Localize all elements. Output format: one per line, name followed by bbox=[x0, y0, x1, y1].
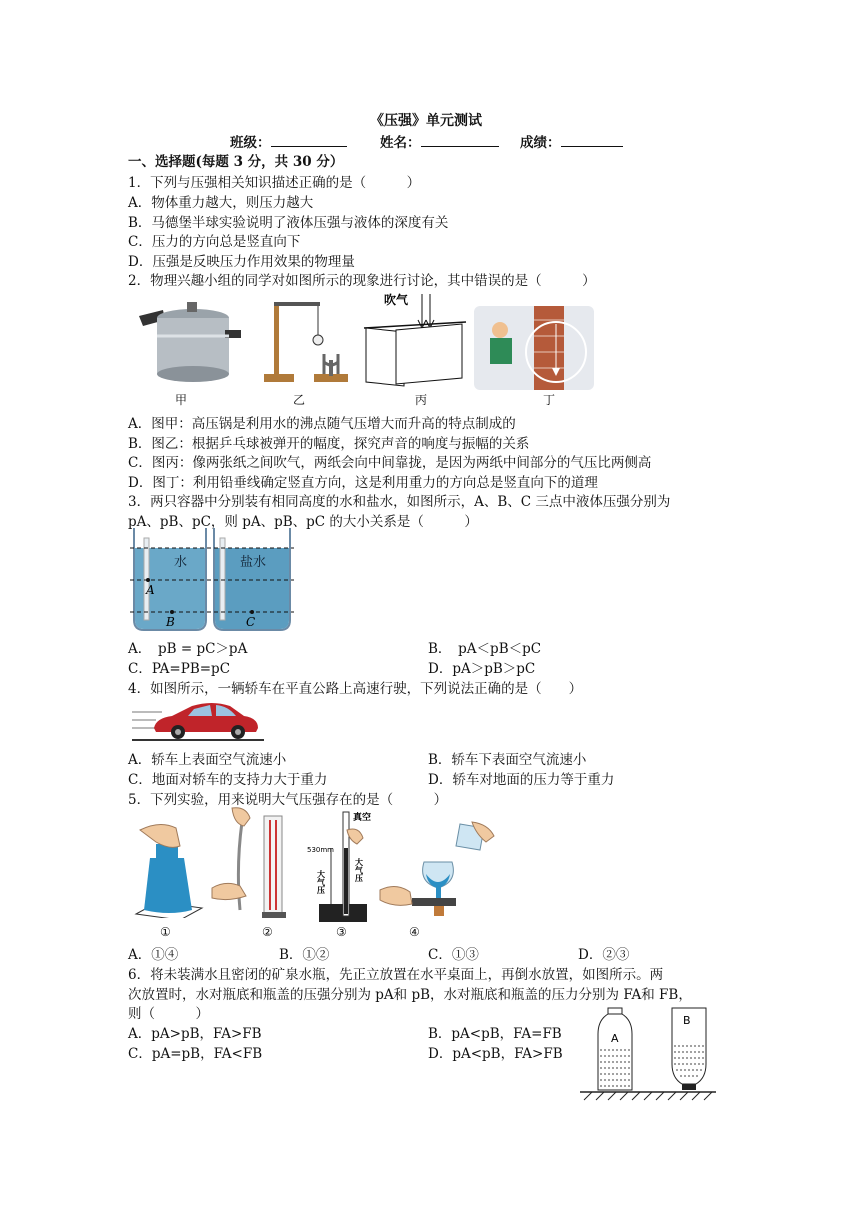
name-field bbox=[380, 131, 499, 151]
q4-stem: 4．如图所示，一辆轿车在平直公路上高速行驶，下列说法正确的是（ ） bbox=[128, 681, 583, 697]
point-c-label: C bbox=[246, 615, 256, 629]
bottle-a-label: A bbox=[611, 1032, 619, 1045]
q6-stem-line2: 次放置时，水对瓶底和瓶盖的压强分别为 pA和 pB，水对瓶底和瓶盖的压力分别为 FA和 FB， bbox=[128, 987, 692, 1003]
two-papers-figure bbox=[362, 290, 468, 390]
q6-option-d[interactable]: D．pA<pB，FA>FB bbox=[428, 1046, 563, 1062]
q6-stem-line1: 6．将未装满水且密闭的矿泉水瓶，先正立放置在水平桌面上，再倒水放置，如图所示。两 bbox=[128, 967, 664, 983]
q1-option-a[interactable]: A．物体重力越大，则压力越大 bbox=[128, 195, 314, 211]
cup-experiment-figure bbox=[130, 818, 206, 918]
q5-option-b[interactable]: B．①② bbox=[279, 947, 330, 963]
fig-yi-label: 乙 bbox=[293, 393, 306, 407]
water-label: 水 bbox=[174, 555, 188, 570]
q5-option-d[interactable]: D．②③ bbox=[578, 947, 630, 963]
name-label: 姓名： bbox=[380, 135, 421, 151]
point-b-label: B bbox=[166, 615, 175, 629]
q1-stem: 1．下列与压强相关知识描述正确的是（ ） bbox=[128, 175, 421, 191]
q3-option-b[interactable]: B． pA＜pB＜pC bbox=[428, 641, 542, 657]
q6-option-b[interactable]: B．pA<pB，FA=FB bbox=[428, 1026, 562, 1042]
q3-stem-line2: pA、pB、pC，则 pA、pB、pC 的大小关系是（ ） bbox=[128, 514, 478, 530]
vacuum-label: 真空 bbox=[353, 813, 372, 823]
q1-option-b[interactable]: B．马德堡半球实验说明了液体压强与液体的深度有关 bbox=[128, 215, 449, 231]
section-heading: 一、选择题(每题 3 分，共 30 分） bbox=[128, 154, 344, 170]
score-label: 成绩： bbox=[520, 135, 561, 151]
fig-bing-label: 丙 bbox=[415, 393, 428, 407]
q2-stem: 2．物理兴趣小组的同学对如图所示的现象进行讨论，其中错误的是（ ） bbox=[128, 273, 596, 289]
q2-option-a[interactable]: A．图甲：高压锅是利用水的沸点随气压增大而升高的特点制成的 bbox=[128, 416, 516, 432]
q3-option-d[interactable]: D．pA＞pB＞pC bbox=[428, 661, 536, 677]
funnel-figure bbox=[376, 820, 500, 924]
mm-label: 530mm bbox=[307, 846, 334, 854]
blow-label: 吹气 bbox=[384, 293, 409, 307]
point-a-label: A bbox=[146, 583, 155, 597]
q1-option-d[interactable]: D．压强是反映压力作用效果的物理量 bbox=[128, 254, 355, 270]
q3-option-a[interactable]: A． pB = pC＞pA bbox=[128, 641, 248, 657]
class-field bbox=[230, 131, 347, 151]
pressure-cooker-figure bbox=[135, 296, 243, 396]
bottles-figure bbox=[580, 1006, 716, 1104]
name-blank[interactable] bbox=[421, 133, 499, 147]
torricelli-figure bbox=[305, 808, 377, 926]
q6-option-a[interactable]: A．pA>pB，FA>FB bbox=[128, 1026, 262, 1042]
tuning-fork-figure bbox=[256, 296, 356, 388]
q2-option-c[interactable]: C．图丙：像两张纸之间吹气，两纸会向中间靠拢，是因为两纸中间部分的气压比两侧高 bbox=[128, 455, 652, 471]
car-figure bbox=[132, 698, 264, 742]
salt-water-label: 盐水 bbox=[240, 555, 267, 570]
q2-option-d[interactable]: D．图丁：利用铅垂线确定竖直方向，这是利用重力的方向总是竖直向下的道理 bbox=[128, 475, 598, 491]
class-label: 班级： bbox=[230, 135, 271, 151]
score-blank[interactable] bbox=[561, 133, 623, 147]
atm-label-right: 大气压 bbox=[354, 858, 364, 882]
class-blank[interactable] bbox=[271, 133, 347, 147]
fig-4-label: ④ bbox=[409, 925, 420, 939]
q5-option-a[interactable]: A．①④ bbox=[128, 947, 179, 963]
fig-1-label: ① bbox=[160, 925, 171, 939]
plumb-line-figure bbox=[474, 306, 594, 390]
score-field bbox=[520, 131, 623, 151]
fig-jia-label: 甲 bbox=[175, 393, 188, 407]
q6-option-c[interactable]: C．pA=pB，FA<FB bbox=[128, 1046, 263, 1062]
q3-stem-line1: 3．两只容器中分别装有相同高度的水和盐水，如图所示，A、B、C 三点中液体压强分别为 bbox=[128, 494, 671, 510]
fig-3-label: ③ bbox=[336, 925, 347, 939]
q3-option-c[interactable]: C．PA=PB=pC bbox=[128, 661, 231, 677]
q4-option-c[interactable]: C．地面对轿车的支持力大于重力 bbox=[128, 772, 328, 788]
q4-option-a[interactable]: A．轿车上表面空气流速小 bbox=[128, 752, 287, 768]
page-title: 《压强》单元测试 bbox=[370, 113, 482, 129]
fig-ding-label: 丁 bbox=[543, 393, 556, 407]
atm-label-left: 大气压 bbox=[316, 870, 326, 894]
q4-option-b[interactable]: B．轿车下表面空气流速小 bbox=[428, 752, 587, 768]
containers-figure bbox=[130, 528, 295, 632]
fig-2-label: ② bbox=[262, 925, 273, 939]
q6-stem-line3: 则（ ） bbox=[128, 1006, 209, 1022]
manometer-figure bbox=[206, 806, 292, 922]
q1-option-c[interactable]: C．压力的方向总是竖直向下 bbox=[128, 234, 301, 250]
q4-option-d[interactable]: D．轿车对地面的压力等于重力 bbox=[428, 772, 615, 788]
bottle-b-label: B bbox=[683, 1014, 691, 1027]
q5-option-c[interactable]: C．①③ bbox=[428, 947, 479, 963]
q5-stem: 5．下列实验，用来说明大气压强存在的是（ ） bbox=[128, 792, 448, 808]
q2-option-b[interactable]: B．图乙：根据乒乓球被弹开的幅度，探究声音的响度与振幅的关系 bbox=[128, 436, 530, 452]
